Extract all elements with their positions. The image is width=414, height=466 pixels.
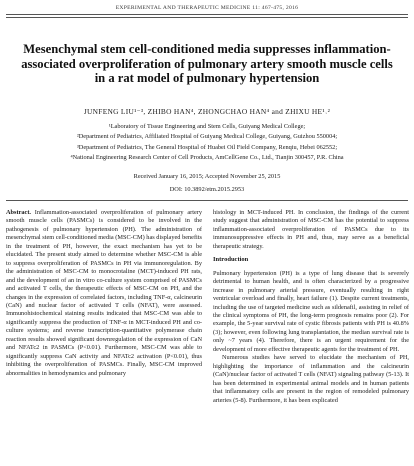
abstract-label: Abstract. xyxy=(6,209,32,216)
header-rule-lower xyxy=(6,17,408,18)
abstract-text: Inflammation-associated overproliferation of pulmonary artery smooth muscle cells (PASMCs) is considered to be involved in the pathogenesis of pulmonary hypertension (PH). The administration of mesenchymal stem cell-conditioned media (MSC-CM) has displayed benefits in the treatment of PH, however, the exact mechanism has yet to be elucidated. The present study aimed to determine whether MSC-CM is able to suppress overproliferation of PASMCs in PH via immunoregulation. By the administration of MSC-CM to monocrotaline (MCT)-induced PH rats, and the development of an in vitro co-culture system comprised of PASMCs and activated T cells, the therapeutic effects of MSC-CM on PH, and the changes in the expression of correlated factors, including TNF-α, calcineurin (CaN) and nuclear factor of activated T cells (NFAT), were assessed. Immunohistochemical staining results indicated that MSC-CM was able to significantly suppress the production of TNF-α in MCT-induced PH and co-culture systems; and reverse transcription-quantitative polymerase chain reaction results showed significant downregulation of the expression of CaN and NFATc2 in PASMCs (P<0.01). Furthermore, MSC-CM was able to significantly suppress CaN activity and NFATc2 activation (P<0.01), thus inhibiting the overproliferation of PASMCs. Finally, MSC-CM improved abnormalities in hemodynamics and pulmonary xyxy=(6,209,202,377)
article-title: Mesenchymal stem cell-conditioned media suppresses inflammation-associated overproliferation of pulmonary artery smooth muscle cells in a rat model of pulmonary hypertension xyxy=(21,42,393,86)
doi-line: DOI: 10.3892/etm.2015.2953 xyxy=(169,186,245,193)
affiliation-3: ³Department of Pediatrics, The General Hospital of Huabei Oil Field Company, Renqiu, Hebei 062552; xyxy=(76,143,338,151)
affiliation-list xyxy=(20,122,394,164)
right-column xyxy=(213,209,409,405)
affiliation-1: ¹Laboratory of Tissue Engineering and Stem Cells, Guiyang Medical College; xyxy=(108,123,306,130)
intro-paragraph-1: Pulmonary hypertension (PH) is a type of lung disease that is severely detrimental to human health, and is often characterized by a progressive increase in pulmonary arterial pressure, eventually resulting in right ventricular overload and finally, heart failure (1). Despite current treatments, including the use of targeted medicine such as sildenafil, assisting in relief of the clinical symptoms of PH, the long-term prognosis remains poor (2). For example, the 5-year survival rate of cystic fibrosis patients with PH is 40.8% (3); however, even following lung transplantation, the median survival rate is only ~7 years (4). Therefore, there is an urgent requirement for the development of more effective therapeutic agents for the treatment of PH. xyxy=(213,269,409,353)
left-column xyxy=(6,209,202,378)
received-accepted-dates: Received January 16, 2015; Accepted November 25, 2015 xyxy=(133,173,281,180)
author-list: JUNFENG LIU¹⁻³, ZHIBO HAN⁴, ZHONGCHAO HAN⁴ and ZHIXU HE¹˒² xyxy=(83,107,331,116)
affiliation-2: ²Department of Pediatrics, Affiliated Hospital of Guiyang Medical College, Guiyang, Guizhou 550004; xyxy=(76,133,338,141)
abstract-paragraph xyxy=(6,209,202,378)
running-header: EXPERIMENTAL AND THERAPEUTIC MEDICINE 11: 467-475, 2016 xyxy=(115,5,299,11)
intro-paragraph-2: Numerous studies have served to elucidate the mechanism of PH, highlighting the importance of inflammation and the calcineurin (CaN)/nuclear factor of activated T cells (NFAT) signaling pathway (5-13). It has been determined in experimental animal models and in human patients that inflammatory cells are present in the region of remodeled pulmonary arteries (5-8). Furthermore, it has been explicated xyxy=(213,354,409,404)
abstract-continuation: histology in MCT-induced PH. In conclusion, the findings of the current study suggest that administration of MSC-CM has the potential to suppress inflammation-associated overproliferation of PASMCs due to its immunosuppressive effects in PH and, thus, may serve as a beneficial therapeutic strategy. xyxy=(213,209,409,250)
introduction-heading: Introduction xyxy=(213,256,249,264)
affiliation-4: ⁴National Engineering Research Center of Cell Products, AmCellGene Co., Ltd., Tianjin 300457, P.R. China xyxy=(70,154,344,162)
header-rule xyxy=(6,14,408,15)
front-matter-rule xyxy=(6,200,408,201)
